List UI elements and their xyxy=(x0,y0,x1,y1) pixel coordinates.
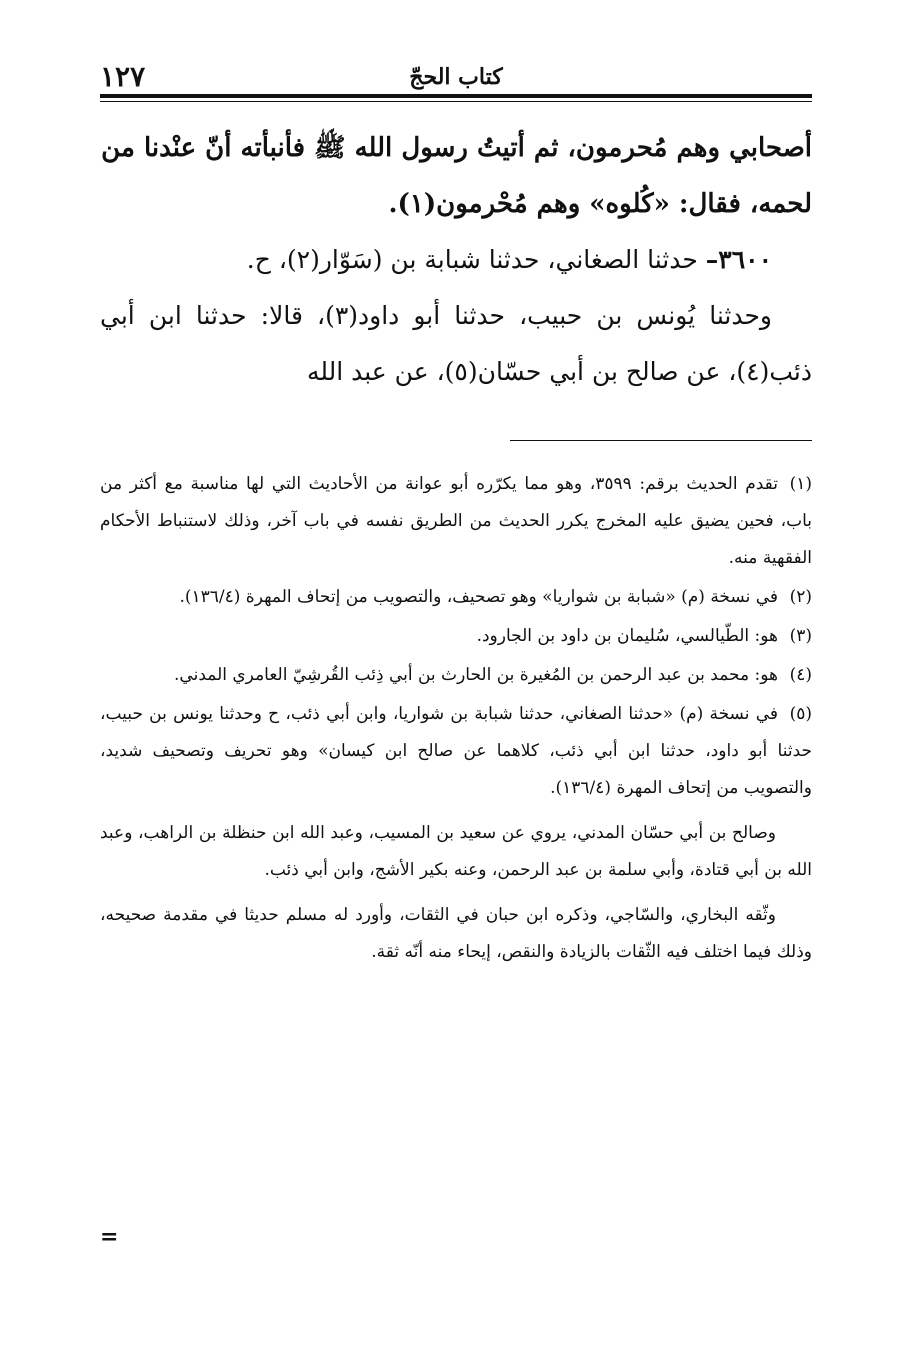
header-rule-thin xyxy=(100,101,812,102)
continuation-mark: = xyxy=(100,1224,119,1250)
footnote-text: في نسخة (م) «شبابة بن شواريا» وهو تصحيف، والتصويب من إتحاف المهرة (١٣٦/٤). xyxy=(179,587,778,607)
footnote-5 xyxy=(100,696,812,807)
footnote-paragraph-1: وصالح بن أبي حسّان المدني، يروي عن سعيد بن المسيب، وعبد الله ابن حنظلة بن الراهب، وعبد الله بن أبي قتادة، وأبي سلمة بن عبد الرحمن، وعنه بكير الأشج، وابن أبي ذئب. xyxy=(100,823,812,880)
hadith-heading xyxy=(100,232,812,288)
footnote-number: (٤) xyxy=(789,665,812,685)
footnote-2 xyxy=(100,579,812,616)
footnote-number: (١) xyxy=(789,474,812,494)
footnote-number: (٢) xyxy=(789,587,812,607)
page-header xyxy=(100,56,812,96)
hadith-line-2: وحدثنا يُونس بن حبيب، حدثنا أبو داود(٣)، قالا: حدثنا ابن أبي ذئب(٤)، عن صالح بن أبي حسّان(٥)، عن عبد الله xyxy=(100,301,812,386)
footnote-4 xyxy=(100,657,812,694)
footnote-number: (٣) xyxy=(789,626,812,646)
footnote-text: هو: محمد بن عبد الرحمن بن المُغيرة بن الحارث بن أبي ذِئب القُرشِيّ العامري المدني. xyxy=(174,665,778,685)
book-title: كتاب الحجّ xyxy=(409,64,503,90)
hadith-line-1: حدثنا الصغاني، حدثنا شبابة بن (سَوّار(٢)، ح. xyxy=(246,245,706,274)
main-line-1: أصحابي وهم مُحرمون، ثم أتيتُ رسول الله ﷺ فأنبأته أنّ عنْدنا من xyxy=(101,133,812,163)
header-rule-thick xyxy=(100,94,812,98)
footnote-paragraph-2: وثّقه البخاري، والسّاجي، وذكره ابن حبان في الثقات، وأورد له مسلم حديثا في مقدمة صحيحه، وذلك فيما اختلف فيه الثّقات بالزيادة والنقص، إيحاء منه أنّه ثقة. xyxy=(100,905,812,962)
footnotes xyxy=(100,466,812,971)
footnote-text: هو: الطّيالسي، سُليمان بن داود بن الجارود. xyxy=(476,626,778,646)
footnote-separator xyxy=(510,440,812,441)
main-text xyxy=(100,120,812,400)
footnote-text: في نسخة (م) «حدثنا الصغاني، حدثنا شبابة بن شواريا، وابن أبي ذئب، ح وحدثنا يونس بن حبيب، حدثنا أبو داود، حدثنا ابن أبي ذئب، كلاهما عن صالح ابن كيسان» وهو تحريف وتصحيف شديد، والتصويب من إتحاف المهرة (١٣٦/٤). xyxy=(100,704,812,798)
footnote-text: تقدم الحديث برقم: ٣٥٩٩، وهو مما يكرّره أبو عوانة من الأحاديث التي لها مناسبة مع أكثر من باب، فحين يضيق عليه المخرج يكرر الحديث من الطريق نفسه في باب آخر، وذلك لاستنباط الأحكام الفقهية منه. xyxy=(100,474,812,568)
main-line-2: لحمه، فقال: «كُلوه» وهم مُحْرمون(١). xyxy=(388,189,812,219)
footnote-1 xyxy=(100,466,812,577)
footnote-3 xyxy=(100,618,812,655)
footnote-number: (٥) xyxy=(789,704,812,724)
page-number: ١٢٧ xyxy=(100,60,146,93)
hadith-number: ٣٦٠٠– xyxy=(705,245,772,274)
